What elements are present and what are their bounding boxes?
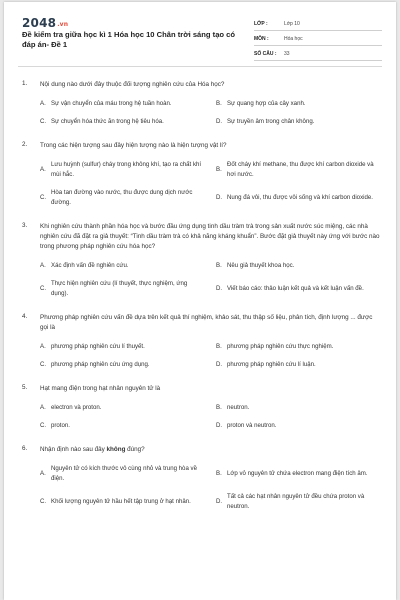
question-item bbox=[4, 80, 396, 127]
question-item bbox=[4, 445, 396, 512]
option-letter: B. bbox=[216, 470, 222, 477]
exam-meta bbox=[254, 18, 382, 61]
answer-option-d[interactable] bbox=[216, 492, 380, 512]
option-text: Thực hiện nghiên cứu (lí thuyết, thực nghiệm, ứng dụng). bbox=[51, 280, 188, 297]
site-logo[interactable] bbox=[22, 16, 68, 30]
answer-options bbox=[40, 342, 380, 370]
option-text: Nguyên tử có kích thước vô cùng nhỏ và trung hòa về điện. bbox=[51, 465, 197, 482]
meta-value: Hóa học bbox=[284, 36, 303, 42]
question-number: 4. bbox=[22, 313, 28, 320]
answer-options bbox=[40, 403, 380, 431]
answer-option-c[interactable] bbox=[40, 492, 204, 512]
option-text: Lớp vỏ nguyên tử chứa electron mang điện tích âm. bbox=[227, 470, 368, 477]
answer-option-a[interactable] bbox=[40, 342, 204, 352]
option-text: Xác định vấn đề nghiên cứu. bbox=[51, 262, 129, 269]
option-text: neutron. bbox=[227, 404, 250, 411]
answer-options bbox=[40, 160, 380, 208]
answer-options bbox=[40, 261, 380, 299]
option-letter: B. bbox=[216, 100, 222, 107]
answer-option-d[interactable] bbox=[216, 117, 380, 127]
answer-option-b[interactable] bbox=[216, 464, 380, 484]
header-divider bbox=[18, 66, 382, 67]
answer-option-c[interactable] bbox=[40, 117, 204, 127]
option-text: Khối lượng nguyên tử hầu hết tập trung ở hạt nhân. bbox=[51, 498, 191, 505]
answer-option-d[interactable] bbox=[216, 360, 380, 370]
option-letter: D. bbox=[216, 285, 223, 292]
logo-text: 2048 bbox=[22, 16, 57, 30]
option-text: Viết báo cáo: thảo luận kết quả và kết luận vấn đề. bbox=[227, 285, 364, 292]
option-letter: A. bbox=[40, 404, 46, 411]
option-letter: C. bbox=[40, 285, 47, 292]
question-item bbox=[4, 222, 396, 299]
question-stem: Nội dung nào dưới đây thuộc đối tượng nghiên cứu của Hóa học? bbox=[40, 81, 225, 88]
option-text: phương pháp nghiên cứu lí thuyết. bbox=[51, 343, 145, 350]
option-text: Đốt cháy khí methane, thu được khí carbon dioxide và hơi nước. bbox=[227, 161, 374, 178]
meta-value: 33 bbox=[284, 51, 290, 57]
answer-option-a[interactable] bbox=[40, 261, 204, 271]
option-text: proton và neutron. bbox=[227, 422, 277, 429]
question-stem: Trong các hiện tượng sau đây hiện tượng nào là hiện tượng vật lí? bbox=[40, 142, 227, 149]
option-text: Tất cả các hạt nhân nguyên tử đều chứa proton và neutron. bbox=[227, 493, 365, 510]
option-letter: A. bbox=[40, 262, 46, 269]
answer-option-b[interactable] bbox=[216, 160, 380, 180]
option-text: phương pháp nghiên cứu thực nghiệm. bbox=[227, 343, 334, 350]
answer-option-a[interactable] bbox=[40, 99, 204, 109]
option-text: Nung đá vôi, thu được vôi sống và khí carbon dioxide. bbox=[227, 194, 373, 201]
page-header bbox=[4, 2, 396, 60]
option-letter: D. bbox=[216, 194, 223, 201]
stem-emphasis: không bbox=[106, 446, 126, 453]
question-stem: Phương pháp nghiên cứu vấn đề dựa trên kết quả thí nghiệm, khảo sát, thu thập số liệu, phân tích, định lượng ... được gọi là bbox=[40, 314, 373, 331]
answer-option-b[interactable] bbox=[216, 261, 380, 271]
option-text: Sự vận chuyển của máu trong hệ tuần hoàn. bbox=[51, 100, 172, 107]
option-letter: A. bbox=[40, 470, 46, 477]
meta-key: LỚP : bbox=[254, 21, 268, 27]
question-item bbox=[4, 141, 396, 208]
question-number: 6. bbox=[22, 445, 28, 452]
answer-options bbox=[40, 464, 380, 512]
question-list bbox=[4, 80, 396, 512]
answer-option-b[interactable] bbox=[216, 99, 380, 109]
answer-option-c[interactable] bbox=[40, 279, 204, 299]
page-title: Đề kiểm tra giữa học kì 1 Hóa học 10 Chân trời sáng tạo có đáp án- Đề 1 bbox=[22, 30, 236, 49]
option-text: phương pháp nghiên cứu ứng dụng. bbox=[51, 361, 150, 368]
option-letter: D. bbox=[216, 422, 223, 429]
option-text: Sự quang hợp của cây xanh. bbox=[227, 100, 306, 107]
answer-options bbox=[40, 99, 380, 127]
option-text: Sự chuyển hóa thức ăn trong hệ tiêu hóa. bbox=[51, 118, 164, 125]
answer-option-a[interactable] bbox=[40, 464, 204, 484]
question-stem: Khi nghiên cứu thành phần hóa học và bước đầu ứng dụng tinh dầu tràm trà trong sản xuất nước súc miệng, các nhà nghiên cứu đã đặt ra giả thuyết: “Tinh dầu tràm trà có khả năng kháng khuẩn”. Bước đặt giả thuyết này ứng với bước nào trong phương pháp nghiên cứu hóa học? bbox=[40, 223, 380, 250]
answer-option-a[interactable] bbox=[40, 160, 204, 180]
option-letter: D. bbox=[216, 118, 223, 125]
meta-row-class bbox=[254, 18, 382, 31]
option-letter: B. bbox=[216, 262, 222, 269]
option-letter: B. bbox=[216, 404, 222, 411]
option-text: Sự truyền âm trong chân không. bbox=[227, 118, 315, 125]
option-text: Lưu huỳnh (sulfur) cháy trong không khí, tạo ra chất khí mùi hắc. bbox=[51, 161, 202, 178]
meta-key: SỐ CÂU : bbox=[254, 51, 277, 57]
answer-option-c[interactable] bbox=[40, 421, 204, 431]
option-letter: D. bbox=[216, 361, 223, 368]
answer-option-d[interactable] bbox=[216, 188, 380, 208]
option-text: phương pháp nghiên cứu lí luận. bbox=[227, 361, 316, 368]
question-number: 3. bbox=[22, 222, 28, 229]
logo-suffix: .vn bbox=[57, 21, 69, 28]
option-letter: B. bbox=[216, 343, 222, 350]
question-number: 2. bbox=[22, 141, 28, 148]
option-letter: D. bbox=[216, 498, 223, 505]
meta-key: MÔN : bbox=[254, 36, 269, 42]
option-letter: C. bbox=[40, 194, 47, 201]
option-letter: C. bbox=[40, 498, 47, 505]
question-number: 5. bbox=[22, 384, 28, 391]
question-stem bbox=[40, 445, 380, 455]
answer-option-b[interactable] bbox=[216, 342, 380, 352]
option-text: proton. bbox=[51, 422, 70, 429]
question-item bbox=[4, 313, 396, 370]
option-text: Hòa tan đường vào nước, thu được dung dịch nước đường. bbox=[51, 189, 193, 206]
answer-option-d[interactable] bbox=[216, 279, 380, 299]
stem-text: Nhận định nào sau đây bbox=[40, 446, 107, 453]
answer-option-c[interactable] bbox=[40, 188, 204, 208]
meta-value: Lớp 10 bbox=[284, 21, 300, 27]
stem-text: đúng? bbox=[125, 446, 145, 453]
exam-page bbox=[4, 2, 396, 600]
answer-option-d[interactable] bbox=[216, 421, 380, 431]
meta-row-subject bbox=[254, 33, 382, 46]
option-letter: C. bbox=[40, 361, 47, 368]
option-letter: A. bbox=[40, 343, 46, 350]
meta-row-count bbox=[254, 48, 382, 61]
option-letter: C. bbox=[40, 422, 47, 429]
option-letter: B. bbox=[216, 166, 222, 173]
option-letter: A. bbox=[40, 166, 46, 173]
question-item bbox=[4, 384, 396, 431]
question-number: 1. bbox=[22, 80, 28, 87]
answer-option-c[interactable] bbox=[40, 360, 204, 370]
option-text: electron và proton. bbox=[51, 404, 102, 411]
answer-option-b[interactable] bbox=[216, 403, 380, 413]
option-letter: A. bbox=[40, 100, 46, 107]
option-letter: C. bbox=[40, 118, 47, 125]
option-text: Nêu giả thuyết khoa học. bbox=[227, 262, 295, 269]
question-stem: Hạt mang điện trong hạt nhân nguyên tử là bbox=[40, 385, 161, 392]
answer-option-a[interactable] bbox=[40, 403, 204, 413]
